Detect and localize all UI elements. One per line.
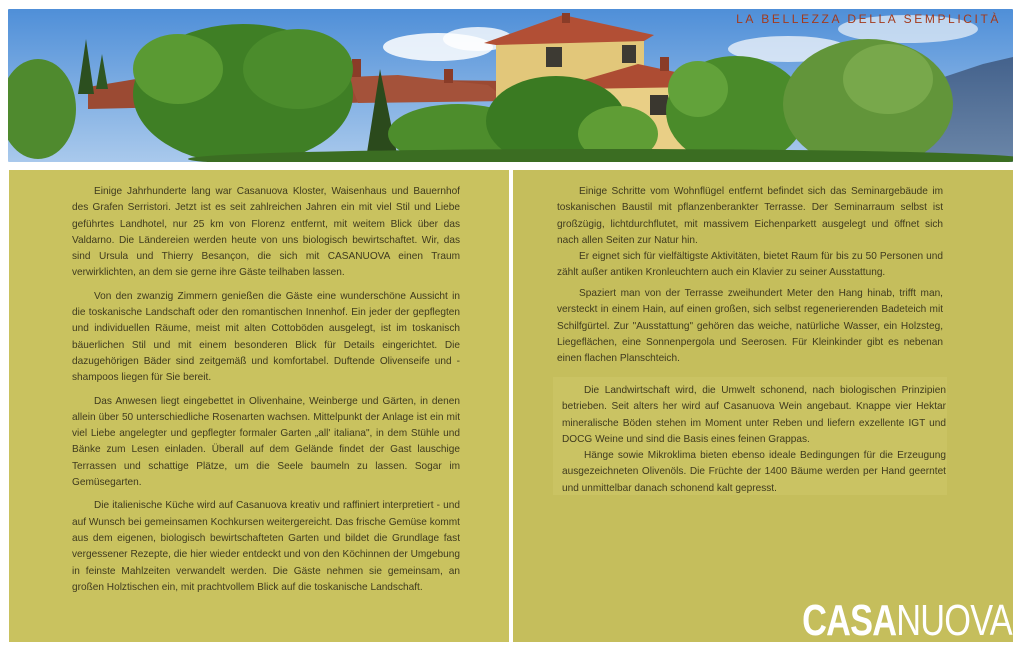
tagline: LA BELLEZZA DELLA SEMPLICITÀ <box>736 12 1001 26</box>
paragraph: Spaziert man von der Terrasse zweihundert Meter den Hang hinab, trifft man, versteckt in einem Hain, auf einen großen, sich selbst regenerierenden Badeteich mit Schilfgürtel. Zur "Ausstattung" gehören das weiche, natürliche Wasser, ein Holzsteg, Liegeflächen, eine Sonnenpergola und Seerosen. Für Kleinkinder gibt es nebenan einen flachen Planschteich. <box>557 288 943 365</box>
logo-part-casa: CASA <box>802 596 897 645</box>
paragraph: Einige Jahrhunderte lang war Casanuova Kloster, Waisenhaus und Bauernhof des Grafen Serristori. Jetzt ist es seit zahlreichen Jahren ein mit viel Stil und Liebe geführtes Landhotel, nur 25 km von Florenz entfernt, mit weitem Blick über das Valdarno. Die Ländereien werden heute von uns biologisch bewirtschaftet. Wir, das sind Ursula und Thierry Besançon, die sich mit CASANUOVA einen Traum verwirklichten, an dem sie gerne ihre Gäste teilhaben lassen. <box>72 186 460 279</box>
paragraph: Die Landwirtschaft wird, die Umwelt schonend, nach biologischen Prinzipien betrieben. Seit alters her wird auf Casanuova Wein angebaut. Knappe vier Hektar mineralische Böden stehen im Moment unter Reben und liefern exzellente IGT und DOCG Weine und sind die Basis eines feinen Grappas. <box>562 385 946 445</box>
villa-landscape-image <box>8 9 1013 162</box>
right-text-block-agriculture <box>562 383 946 504</box>
paragraph: Er eignet sich für vielfältigste Aktivitäten, bietet Raum für bis zu 50 Personen und zählt außer antiken Kronleuchtern auch ein Klavier zu seiner Ausstattung. <box>557 251 943 279</box>
right-text-block-pond <box>557 286 943 374</box>
logo-part-nuova: NUOVA <box>896 596 1012 645</box>
paragraph: Von den zwanzig Zimmern genießen die Gäste eine wunderschöne Aussicht in die toskanische Landschaft oder den romantischen Innenhof. Ein jeder der gepflegten und individuellen Räume, meist mit alten Cottoböden ausgelegt, ist im toskanisch bäuerlichen Stil und mit einem besonderen Blick für Details eingerichtet. Die dazugehörigen Bäder sind zeitgemäß und komfortabel. Duftende Olivenseife und -shampoos liegen für Sie bereit. <box>72 290 460 384</box>
left-text-column <box>72 184 460 603</box>
paragraph: Das Anwesen liegt eingebettet in Olivenhaine, Weinberge und Gärten, in denen allein über 50 unterschiedliche Rosenarten wachsen. Mittelpunkt der Anlage ist ein mit viel Liebe angelegter und gepflegter formaler Garten „all' italiana", in dem Stühle und Bänke zum Lesen einladen. Überall auf dem Gelände findet der Gast lauschige Terrassen und schattige Plätze, um die Seele baumeln zu lassen. Sogar im Gemüsegarten. <box>72 395 460 489</box>
paragraph: Einige Schritte vom Wohnflügel entfernt befindet sich das Seminargebäude im toskanischen Baustil mit pflanzenberankter Terrasse. Der Seminarraum selbst ist großzügig, lichtdurchflutet, mit massivem Eichenparkett ausgelegt und öffnet sich nach allen Seiten zur Natur hin. <box>557 186 943 246</box>
casanuova-logo <box>802 596 1012 645</box>
right-text-block-seminar <box>557 184 943 289</box>
paragraph: Hänge sowie Mikroklima bieten ebenso ideale Bedingungen für die Erzeugung ausgezeichneten Olivenöls. Die Früchte der 1400 Bäume werden per Hand geerntet und unmittelbar danach schonend kalt gepresst. <box>562 450 946 494</box>
paragraph: Die italienische Küche wird auf Casanuova kreativ und raffiniert interpretiert - und auf Wunsch bei gemeinsamen Kochkursen weitergereicht. Das frische Gemüse kommt aus dem eigenen, biologisch bewirtschafteten Garten und bildet die Grundlage fast vergessener Rezepte, die hier wieder entdeckt und von den Köchinnen der Umgebung in feinste Mahlzeiten verwandelt werden. Die Gäste nehmen sie gemeinsam, an großen Holztischen ein, mit prachtvollem Blick auf die toskanische Landschaft. <box>72 500 460 593</box>
header-photo <box>8 9 1013 162</box>
